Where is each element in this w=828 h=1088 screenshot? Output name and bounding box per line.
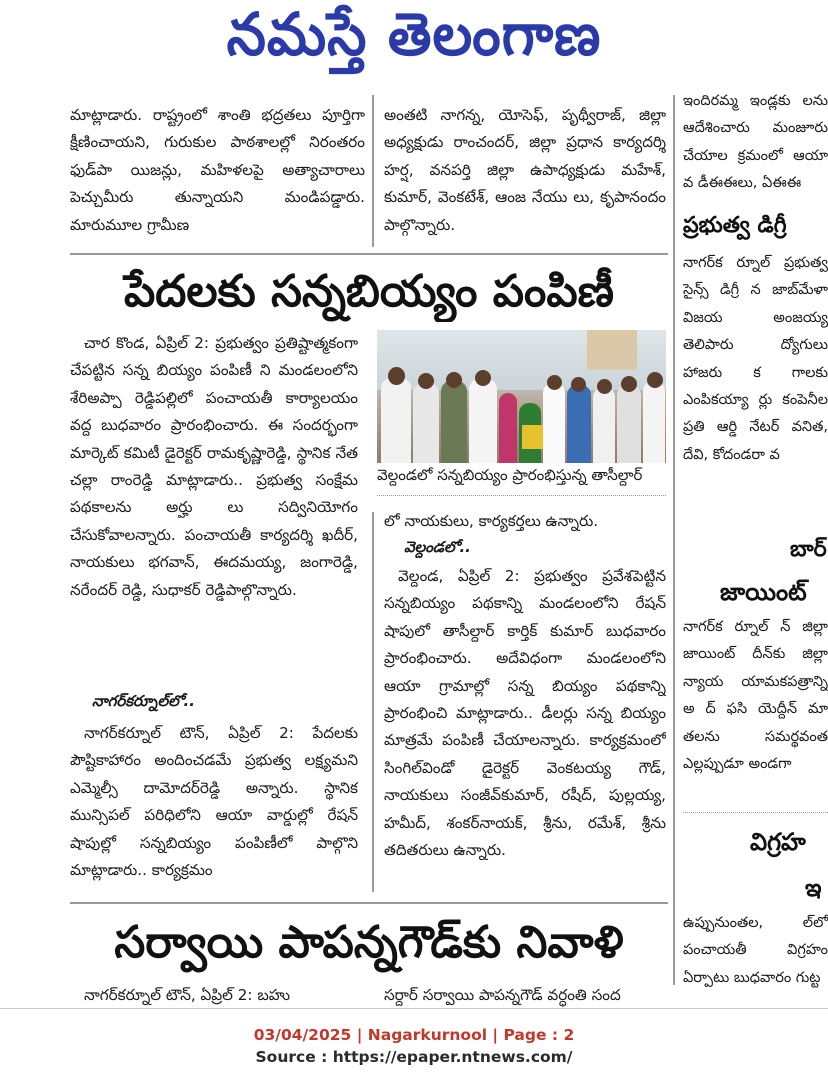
footer-date-line: 03/04/2025 | Nagarkurnool | Page : 2 [253, 1026, 575, 1044]
right-column-heading: విగ్రహ [750, 828, 806, 856]
right-column-heading: జాయింట్ [720, 578, 807, 606]
footer-source-link[interactable]: Source : https://epaper.ntnews.com/ [255, 1048, 573, 1066]
section-rule [70, 902, 668, 904]
top-mid-text: అంతటి నాగన్న, యోసెఫ్, పృథ్వీరాజ్, జిల్లా అధ్యక్షుడు రాంచందర్, జిల్లా ప్రధాన కార్యదర్శి హర్ష, వనపర్తి జిల్లా ఉపాధ్యక్షుడు మహేశ్, కుమార్, వెంకటేశ్, ఆంజ నేయు లు, కృపానందం పాల్గొన్నారు. [384, 106, 666, 234]
right-column-heading: ప్రభుత్వ డిగ్రీ [683, 213, 787, 238]
masthead [0, 2, 828, 82]
article-headline: సర్వాయి పాపన్నగౌడ్‌కు నివాళి [114, 917, 624, 968]
right-column-text: నాగర్‌క ర్నూల్ న్ జిల్లా జాయింట్ దీన్‌కు జిల్లా న్యాయ యామకపత్రాన్ని అ ద్ ఫసి యెద్దీన్ మా తలను సమర్థవంత ఎల్లప్పుడూ అండగా [683, 619, 828, 773]
photo-caption: వెల్దండలో సన్నబియ్యం ప్రారంభిస్తున్న తాసీల్దార్ [377, 466, 643, 484]
subheading: వెల్దండలో.. [404, 538, 471, 556]
caption-rule [377, 495, 666, 496]
column-divider [372, 512, 374, 892]
newspaper-logo: నమస్తే తెలంగాణ [226, 0, 602, 69]
article-body-part2: నాగర్‌కర్నూల్ టౌన్, ఏప్రిల్ 2: పేదలకు పౌష్టికాహారం అందించడమే ప్రభుత్వ లక్ష్యమని ఎమ్మెల్సీ దామోదర్‌రెడ్డి అన్నారు. స్థానిక మున్సిపల్ పరిధిలోని ఆయా వార్డుల్లో రేషన్ షాపుల్లో సన్నబియ్యం పంపిణీలో పాల్గొని మాట్లాడారు.. కార్యక్రమం [70, 724, 358, 880]
right-column-heading: ఇ [805, 874, 822, 902]
right-column-heading: బార్ [790, 537, 827, 562]
article-body-part4: వెల్దండ, ఏప్రిల్ 2: ప్రభుత్వం ప్రవేశపెట్టిన సన్నబియ్యం పథకాన్ని మండలంలోని రేషన్ షాపులో తాసీల్దార్ కార్తిక్ కుమార్ బుధవారం ప్రారంభించారు. అదేవిధంగా మండలంలోని ఆయా గ్రామాల్లో సన్న బియ్యం పథకాన్ని ప్రారంభించి మాట్లాడారు.. డీలర్లు సన్న బియ్యం మాత్రమే పంపిణీ చేయాలన్నారు. కార్యక్రమంలో సింగిల్‌విండో డైరెక్టర్ వెంకటయ్య గౌడ్, నాయకులు సంజీవ్‌కుమార్, రషీద్, పుల్లయ్య, హమీద్, శంకర్‌నాయక్, శ్రీను, రమేశ్, శ్రీను తదితరులు ఉన్నారు. [384, 567, 666, 860]
news-photo [377, 330, 666, 463]
section-rule [70, 253, 668, 255]
footer-rule [0, 1008, 828, 1009]
column-divider [372, 95, 374, 247]
right-column-divider [673, 95, 675, 985]
section-rule [683, 812, 828, 813]
article-body: నాగర్‌కర్నూల్ టౌన్, ఏప్రిల్ 2: బహు [84, 986, 291, 1004]
article-body-part3: లో నాయకులు, కార్యకర్తలు ఉన్నారు. [384, 512, 599, 530]
article-body-part1: చార కొండ, ఏప్రిల్ 2: ప్రభుత్వం ప్రతిష్టాత్మకంగా చేపట్టిన సన్న బియ్యం పంపిణీ ని మండలంలోని శేరిఅప్పా రెడ్డిపల్లిలో పంచాయతీ కార్యాలయం వద్ద బుధవారం ప్రారంభించారు. ఈ సందర్భంగా మార్కెట్ కమిటీ డైరెక్టర్ రామకృష్ణారెడ్డి, స్థానిక నేత చల్లా రాంరెడ్డి మాట్లాడారు.. ప్రభుత్వ సంక్షేమ పథకాలను అర్హు లు సద్వినియోగం చేసుకోవాలన్నారు. పంచాయతీ కార్యదర్శి ఖదీర్, నాయకులు భగవాన్, ఈదమయ్య, జంగారెడ్డి, నరేందర్ రెడ్డి, సుధాకర్ రెడ్డిపాల్గొన్నారు. [70, 334, 358, 599]
right-column-text: ఇందిరమ్మ ఇండ్లకు లను ఆదేశించారు మంజూరు చేయాల క్రమంలో ఆయా వ డీఈఈలు, ఏఈఈ [683, 93, 828, 192]
subheading: నాగర్‌కర్నూల్‌లో.. [92, 692, 195, 710]
right-column-text: ఉప్పునుంతల, ల్‌లో పంచాయతీ విగ్రహం ఏర్పాటు బుధవారం గుట్ట [683, 915, 828, 986]
article-headline: పేదలకు సన్నబియ్యం పంపిణీ [124, 266, 614, 317]
article-body: సర్దార్ సర్వాయి పాపన్నగౌడ్ వర్ధంతి సంద [384, 986, 621, 1004]
top-left-text: మాట్లాడారు. రాష్ట్రంలో శాంతి భద్రతలు పూర్తిగా క్షీణించాయని, గురుకుల పాఠశాలల్లో నిరంతరం ఫుడ్‌పా యిజన్లు, మహిళలపై అత్యాచారాలు పెచ్చుమీరు తున్నాయని మండిపడ్డారు. మారుమూల గ్రామీణ [70, 106, 365, 234]
right-column-text: నాగర్‌క ర్నూల్ ప్రభుత్వ సైన్స్ డిగ్రీ న జాబ్‌మేళా విజయ అంజయ్య తెలిపారు ద్యోగులు హాజరు క గాలకు ఎంపికయ్యా ర్లు కంపెనీల ప్రతి ఆర్డి నేటర్ వనిత, దేవి, కోదండరా వ [683, 255, 828, 463]
